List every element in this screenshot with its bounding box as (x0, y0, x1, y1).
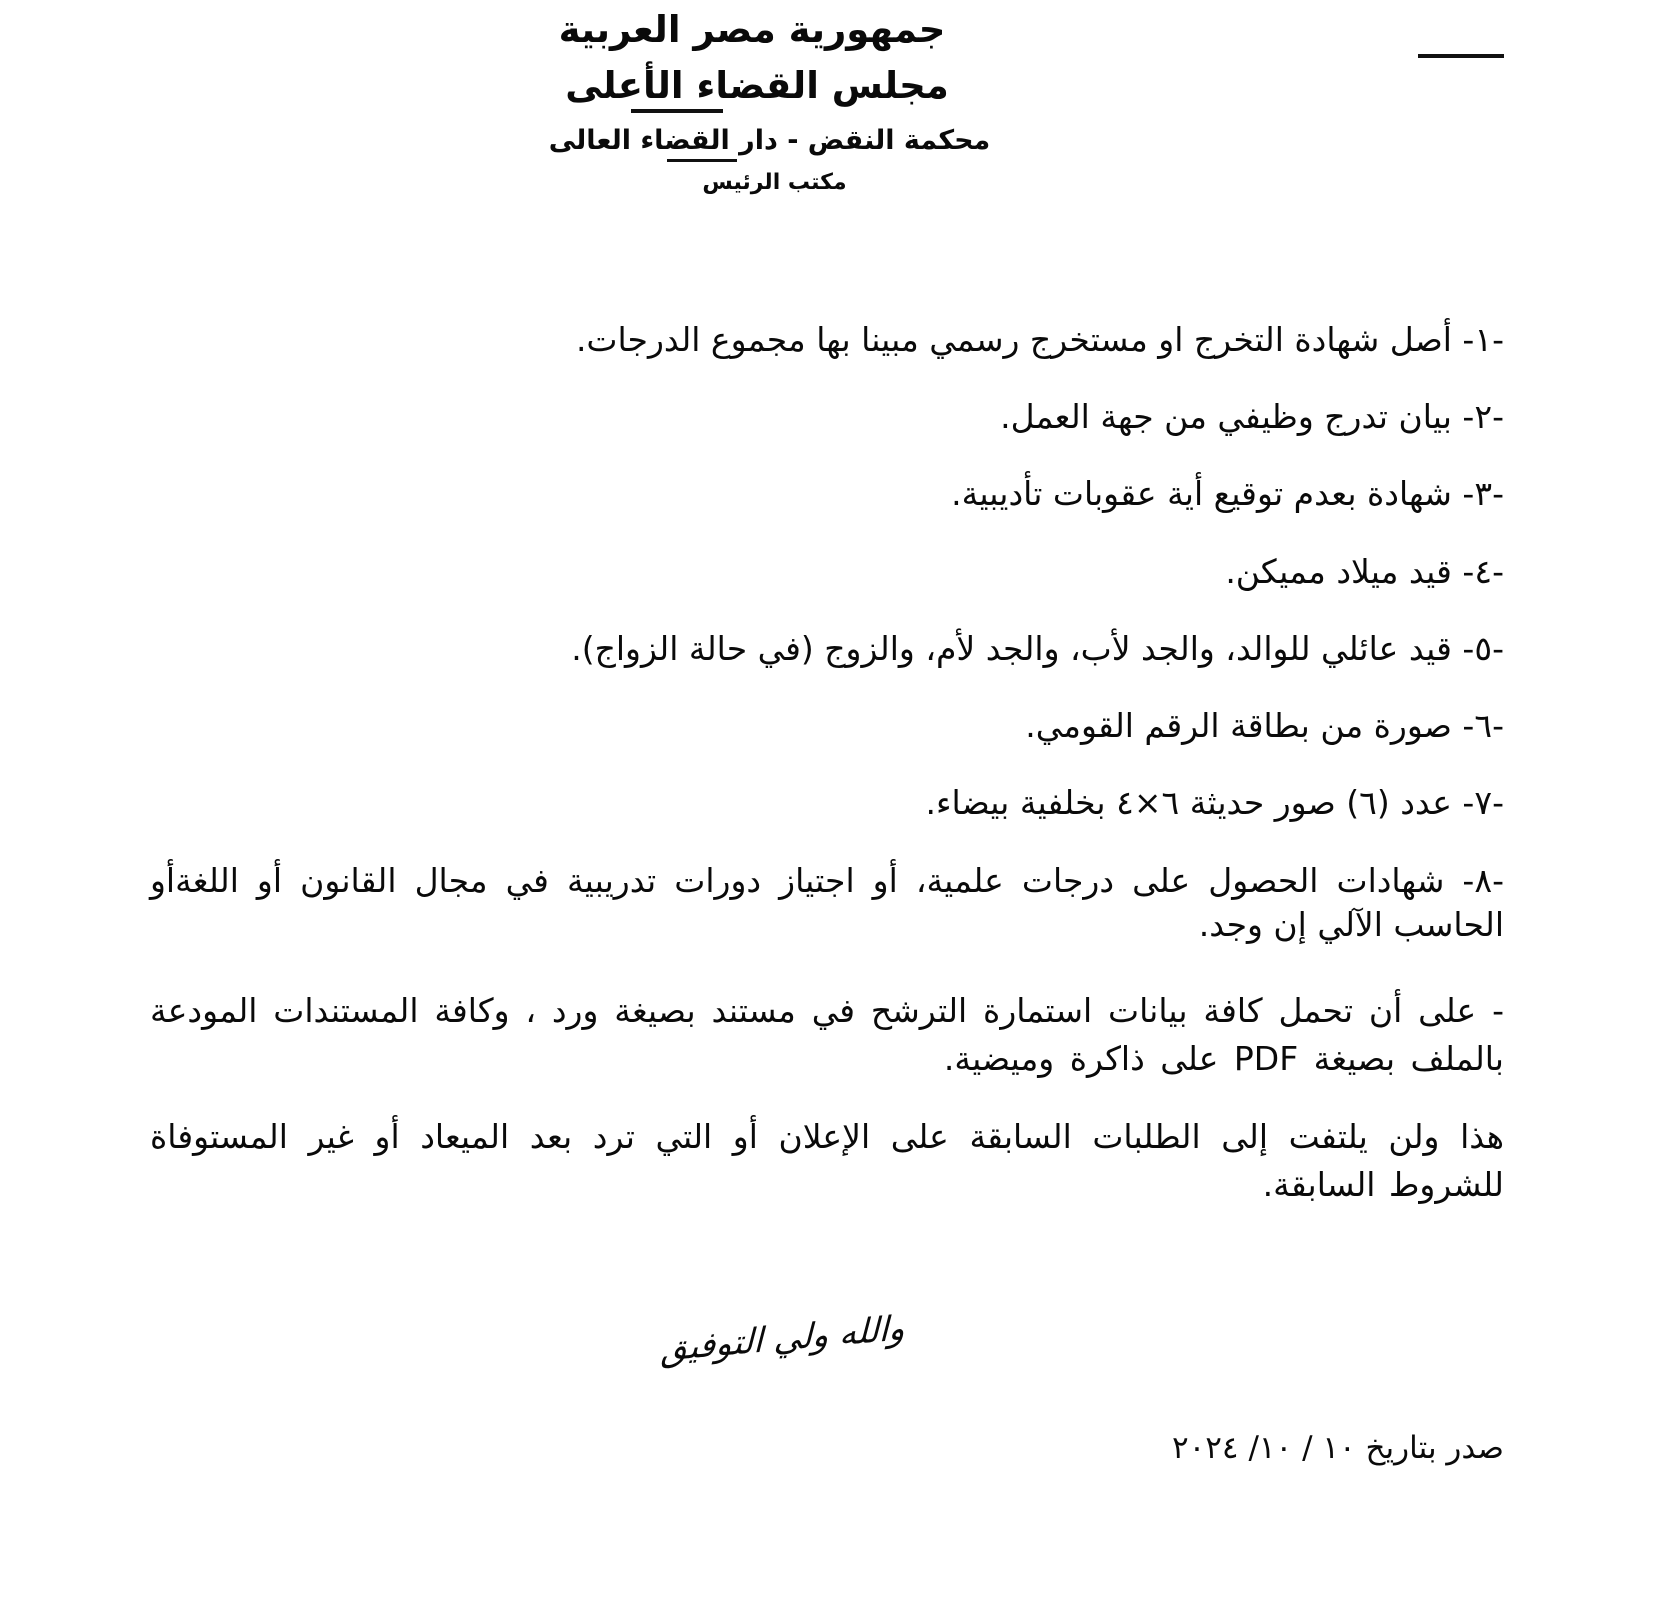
letterhead-line-country: جمهورية مصر العربية (558, 8, 946, 51)
list-item (150, 318, 1504, 362)
list-item (150, 859, 1504, 947)
note-paragraph-deadline: هذا ولن يلتفت إلى الطلبات السابقة على الإعلان أو التي ترد بعد الميعاد أو غير المستوفاة للشروط السابقة. (150, 1117, 1504, 1205)
issue-date: صدر بتاريخ ١٠ / ١٠/ ٢٠٢٤ (1171, 1430, 1504, 1466)
note-paragraph-submission: - على أن تحمل كافة بيانات استمارة الترشح في مستند بصيغة ورد ، وكافة المستندات المودعة بالملف بصيغة PDF على ذاكرة وميضية. (150, 990, 1504, 1079)
letterhead-line-office: مكتب الرئيس (702, 170, 847, 196)
list-item-text: عدد (٦) صور حديثة ٦×٤ بخلفية بيضاء. (925, 783, 1452, 823)
handwritten-signature: والله ولي التوفيق (659, 1308, 905, 1370)
letterhead-divider-3 (667, 159, 737, 162)
list-item (150, 627, 1504, 671)
list-item-number: -٨- (1462, 860, 1504, 900)
letterhead-divider-2 (631, 109, 723, 113)
letterhead (0, 8, 1654, 196)
list-item-number: -٧- (1462, 783, 1504, 823)
list-item-text: قيد ميلاد مميكن. (1225, 551, 1452, 591)
list-item-text: شهادة بعدم توقيع أية عقوبات تأديبية. (951, 474, 1452, 514)
list-item-number: -٤- (1462, 551, 1504, 591)
letterhead-divider-1 (1418, 54, 1504, 58)
list-item-number: -٢- (1462, 397, 1504, 437)
list-item-number: -٦- (1462, 706, 1504, 746)
list-item (150, 395, 1504, 439)
list-item-text: قيد عائلي للوالد، والجد لأب، والجد لأم، والزوج (في حالة الزواج). (571, 628, 1452, 668)
list-item (150, 781, 1504, 825)
list-item (150, 704, 1504, 748)
letterhead-line-council: مجلس القضاء الأعلى (565, 63, 949, 107)
list-item-text: أصل شهادة التخرج او مستخرج رسمي مبينا بها مجموع الدرجات. (575, 320, 1452, 359)
list-item-number: -١- (1462, 320, 1504, 359)
list-item (150, 472, 1504, 516)
requirements-list (150, 318, 1504, 1236)
signature-block (0, 1308, 1654, 1370)
list-item (150, 550, 1504, 594)
list-item-number: -٥- (1462, 628, 1504, 668)
list-item-text: شهادات الحصول على درجات علمية، أو اجتياز دورات تدريبية في مجال القانون أو اللغةأو الحاسب الآلي إن وجد. (150, 860, 1504, 944)
list-item-number: -٣- (1462, 474, 1504, 514)
letterhead-line-court: محكمة النقض - دار القضاء العالى (548, 125, 991, 157)
list-item-text: صورة من بطاقة الرقم القومي. (1025, 706, 1452, 746)
list-item-text: بيان تدرج وظيفي من جهة العمل. (1000, 397, 1452, 437)
